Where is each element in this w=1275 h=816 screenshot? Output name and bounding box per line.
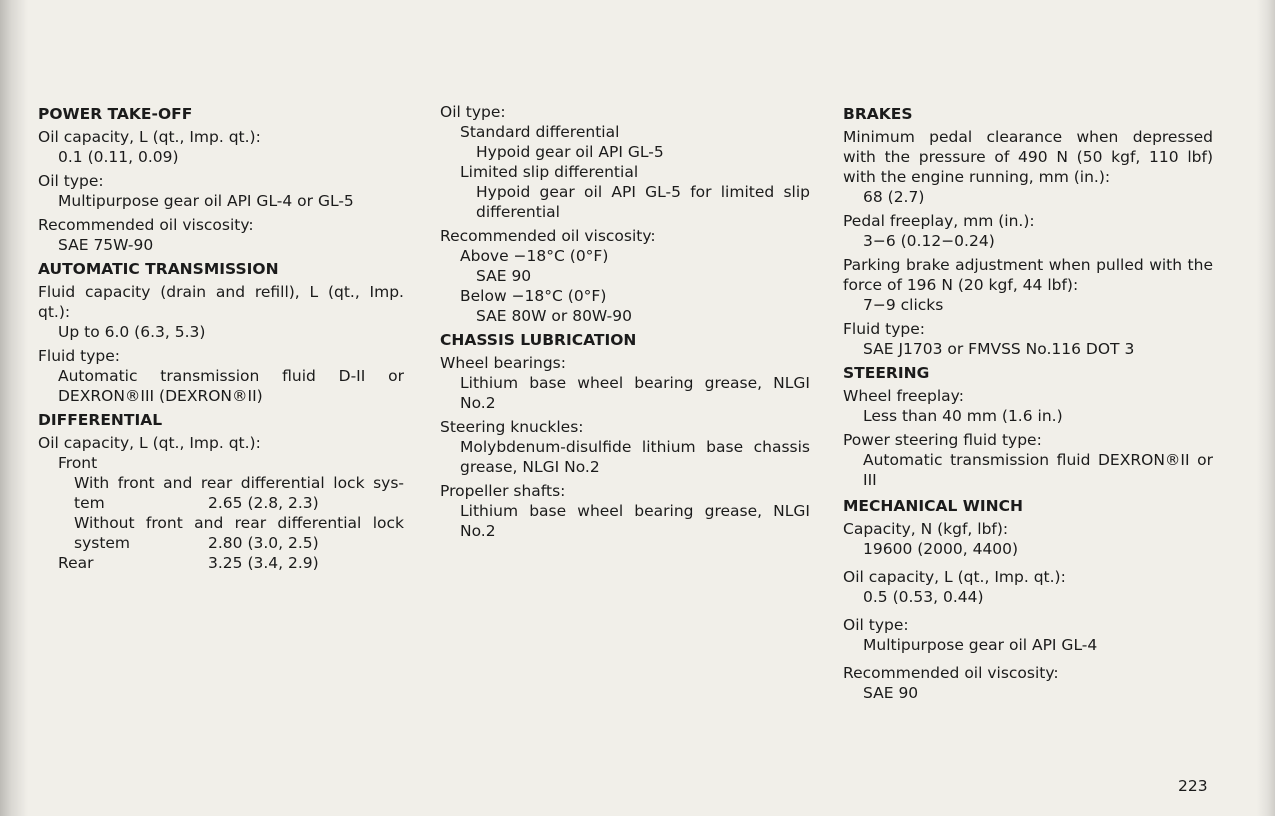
diff-rear-value: 3.25 (3.4, 2.9) [208, 554, 319, 572]
winch-oil-capacity-value: 0.5 (0.53, 0.44) [863, 588, 984, 606]
propeller-shafts-label: Propeller shafts: [440, 482, 566, 500]
column-right [843, 102, 1213, 707]
section-title-steering: STEERING [843, 364, 930, 382]
below-value: SAE 80W or 80W-90 [476, 307, 632, 325]
at-capacity-label: Fluid capacity (drain and refill), L (qt., Imp. qt.): [38, 283, 404, 321]
diff-front-without-lock-key: system [74, 534, 131, 552]
diff-capacity-label: Oil capacity, L (qt., Imp. qt.): [38, 434, 261, 452]
section-title-brakes: BRAKES [843, 105, 913, 123]
pto-viscosity-label: Recommended oil viscosity: [38, 216, 254, 234]
ps-fluid-value: Automatic transmission fluid DEXRON®II or III [863, 451, 1213, 489]
pedal-freeplay-label: Pedal freeplay, mm (in.): [843, 212, 1035, 230]
propeller-shafts-value: Lithium base wheel bearing grease, NLGI No.2 [460, 502, 810, 540]
diff-front-with-lock-row [38, 493, 404, 513]
steering-knuckles-label: Steering knuckles: [440, 418, 584, 436]
column-left [38, 102, 404, 573]
section-title-differential: DIFFERENTIAL [38, 411, 163, 429]
min-pedal-clearance-label: Minimum pedal clearance when depressed with the pressure of 490 N (50 kgf, 110 lbf) with the engine running, mm (in.): [843, 128, 1213, 186]
diff-viscosity-label: Recommended oil viscosity: [440, 227, 656, 245]
page-number: 223 [1178, 777, 1208, 795]
section-title-power-take-off: POWER TAKE-OFF [38, 105, 193, 123]
column-middle [440, 102, 810, 545]
at-fluid-type-label: Fluid type: [38, 347, 120, 365]
section-title-chassis-lubrication: CHASSIS LUBRICATION [440, 331, 637, 349]
page-edge-shadow [1257, 0, 1275, 816]
book-spine-shadow [0, 0, 28, 816]
winch-capacity-value: 19600 (2000, 4400) [863, 540, 1019, 558]
winch-viscosity-label: Recommended oil viscosity: [843, 664, 1059, 682]
diff-front-without-lock-line: Without front and rear differential lock [74, 514, 404, 532]
diff-front-with-lock-key: tem [74, 494, 105, 512]
parking-brake-value: 7−9 clicks [863, 296, 944, 314]
diff-front-label: Front [58, 454, 98, 472]
at-fluid-type-value: Automatic transmission fluid D-II or DEXRON®III (DEXRON®II) [58, 367, 404, 405]
parking-brake-label: Parking brake adjustment when pulled with the force of 196 N (20 kgf, 44 lbf): [843, 256, 1213, 294]
ps-fluid-label: Power steering fluid type: [843, 431, 1042, 449]
diff-front-with-lock-line: With front and rear differential lock sys- [74, 474, 404, 492]
above-label: Above −18°C (0°F) [460, 247, 609, 265]
standard-diff-label: Standard differential [460, 123, 620, 141]
below-label: Below −18°C (0°F) [460, 287, 607, 305]
min-pedal-clearance-value: 68 (2.7) [863, 188, 925, 206]
diff-front-with-lock-value: 2.65 (2.8, 2.3) [208, 494, 319, 512]
wheel-freeplay-value: Less than 40 mm (1.6 in.) [863, 407, 1063, 425]
diff-front-without-lock-row [38, 533, 404, 553]
diff-rear-row [38, 553, 404, 573]
section-title-mechanical-winch: MECHANICAL WINCH [843, 497, 1023, 515]
standard-diff-value: Hypoid gear oil API GL-5 [476, 143, 664, 161]
pto-oil-type-value: Multipurpose gear oil API GL-4 or GL-5 [58, 192, 354, 210]
brake-fluid-type-value: SAE J1703 or FMVSS No.116 DOT 3 [863, 340, 1135, 358]
pto-oil-capacity-value: 0.1 (0.11, 0.09) [58, 148, 179, 166]
steering-knuckles-value: Molybdenum-disulfide lithium base chassis grease, NLGI No.2 [460, 438, 810, 476]
pto-oil-capacity-label: Oil capacity, L (qt., Imp. qt.): [38, 128, 261, 146]
above-value: SAE 90 [476, 267, 532, 285]
lsd-label: Limited slip differential [460, 163, 639, 181]
wheel-bearings-value: Lithium base wheel bearing grease, NLGI No.2 [460, 374, 810, 412]
winch-oil-type-value: Multipurpose gear oil API GL-4 [863, 636, 1098, 654]
pto-oil-type-label: Oil type: [38, 172, 104, 190]
brake-fluid-type-label: Fluid type: [843, 320, 925, 338]
at-capacity-value: Up to 6.0 (6.3, 5.3) [58, 323, 206, 341]
winch-oil-capacity-label: Oil capacity, L (qt., Imp. qt.): [843, 568, 1066, 586]
section-title-automatic-transmission: AUTOMATIC TRANSMISSION [38, 260, 279, 278]
winch-oil-type-label: Oil type: [843, 616, 909, 634]
winch-viscosity-value: SAE 90 [863, 684, 919, 702]
winch-capacity-label: Capacity, N (kgf, lbf): [843, 520, 1009, 538]
diff-rear-key: Rear [58, 554, 94, 572]
diff-oil-type-label: Oil type: [440, 103, 506, 121]
pto-viscosity-value: SAE 75W-90 [58, 236, 154, 254]
wheel-bearings-label: Wheel bearings: [440, 354, 566, 372]
lsd-value: Hypoid gear oil API GL-5 for limited slip differential [476, 183, 810, 221]
diff-front-without-lock-value: 2.80 (3.0, 2.5) [208, 534, 319, 552]
wheel-freeplay-label: Wheel freeplay: [843, 387, 964, 405]
pedal-freeplay-value: 3−6 (0.12−0.24) [863, 232, 995, 250]
